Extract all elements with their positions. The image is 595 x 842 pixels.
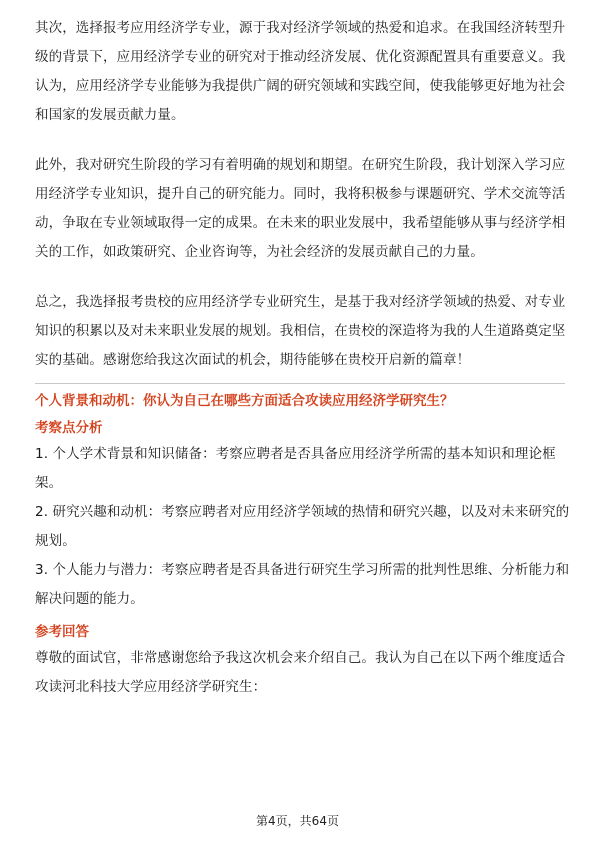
body-paragraph-3: 总之，我选择报考贵校的应用经济学专业研究生，是基于我对经济学领域的热爱、对专业知识的积累以及对未来职业发展的规划。我相信，在贵校的深造将为我的人生道路奠定坚实的基础。感谢您给我这次面试的机会，期待能够在贵校开启新的篇章！ [35,294,566,368]
answer-heading: 参考回答 [35,624,89,640]
interview-question: 个人背景和动机：你认为自己在哪些方面适合攻读应用经济学研究生？ [35,393,454,409]
body-paragraph-2: 此外，我对研究生阶段的学习有着明确的规划和期望。在研究生阶段，我计划深入学习应用经济学专业知识，提升自己的研究能力。同时，我将积极参与课题研究、学术交流等活动，争取在专业领域取得一定的成果。在未来的职业发展中，我希望能够从事与经济学相关的工作，如政策研究、企业咨询等，为社会经济的发展贡献自己的力量。 [35,157,566,260]
analysis-item-1: 1. 个人学术背景和知识储备：考察应聘者是否具备应用经济学所需的基本知识和理论框架。 [35,446,556,491]
answer-text: 尊敬的面试官，非常感谢您给予我这次机会来介绍自己。我认为自己在以下两个维度适合攻读河北科技大学应用经济学研究生： [35,650,566,695]
body-paragraph-1: 其次，选择报考应用经济学专业，源于我对经济学领域的热爱和追求。在我国经济转型升级的背景下，应用经济学专业的研究对于推动经济发展、优化资源配置具有重要意义。我认为，应用经济学专业能够为我提供广阔的研究领域和实践空间，使我能够更好地为社会和国家的发展贡献力量。 [35,20,566,123]
page-number: 第4页，共64页 [256,814,339,828]
analysis-item-2: 2. 研究兴趣和动机：考察应聘者对应用经济学领域的热情和研究兴趣，以及对未来研究的规划。 [35,504,570,549]
document-page [35,14,575,702]
analysis-item-3: 3. 个人能力与潜力：考察应聘者是否具备进行研究生学习所需的批判性思维、分析能力和解决问题的能力。 [35,562,570,607]
section-divider [35,383,565,384]
analysis-heading: 考察点分析 [35,420,103,436]
